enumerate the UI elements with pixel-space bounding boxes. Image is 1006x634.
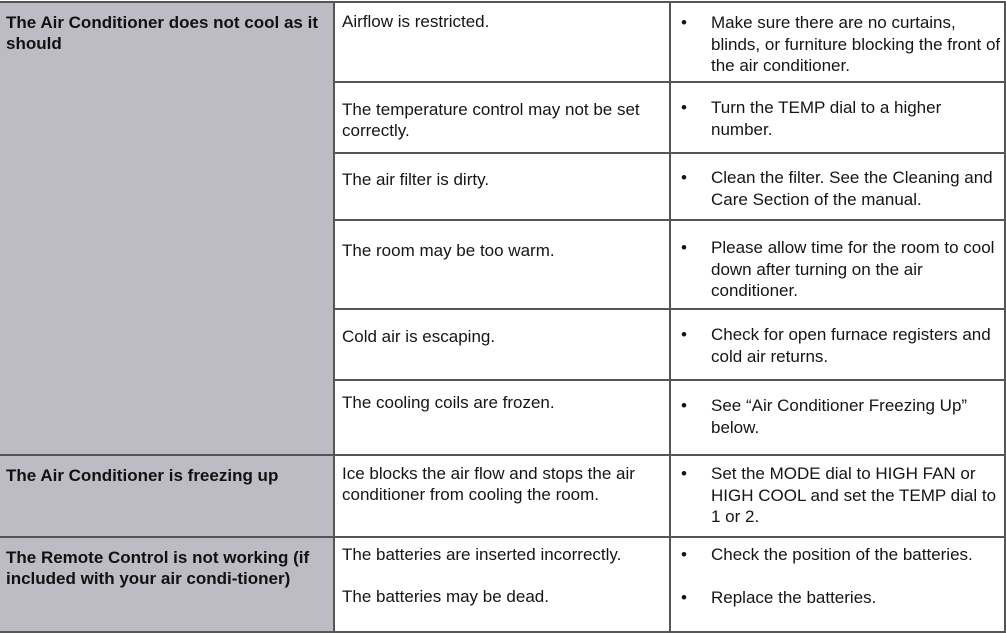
cause-cell bbox=[335, 154, 669, 219]
solution-cell bbox=[671, 221, 1006, 308]
solution-text: Turn the TEMP dial to a higher number. bbox=[711, 98, 942, 139]
bullet-icon: • bbox=[681, 238, 687, 257]
grid-line bbox=[0, 1, 1006, 3]
cause-text: The cooling coils are frozen. bbox=[342, 393, 555, 412]
bullet-icon: • bbox=[681, 545, 687, 564]
solution-item bbox=[679, 587, 1002, 609]
solution-item bbox=[679, 544, 1002, 566]
cause-text: The batteries may be dead. bbox=[342, 587, 549, 606]
problem-cell-not-cooling bbox=[0, 3, 333, 454]
solution-cell bbox=[671, 83, 1006, 152]
problem-text: The Air Conditioner does not cool as it should bbox=[6, 13, 318, 53]
cause-cell bbox=[335, 310, 669, 379]
problem-cell-remote bbox=[0, 538, 333, 631]
solution-item bbox=[679, 97, 1002, 140]
solution-item bbox=[679, 167, 1002, 210]
solution-item bbox=[679, 12, 1002, 77]
bullet-icon: • bbox=[681, 587, 687, 607]
cause-text: Airflow is restricted. bbox=[342, 12, 490, 31]
cause-text: Ice blocks the air flow and stops the air conditioner from cooling the room. bbox=[342, 464, 635, 504]
cause-cell-remote bbox=[335, 538, 669, 631]
grid-line bbox=[669, 1, 671, 633]
solution-item bbox=[679, 237, 1002, 302]
solution-item bbox=[679, 463, 1002, 528]
problem-cell-freezing bbox=[0, 456, 333, 536]
solution-text: Set the MODE dial to HIGH FAN or HIGH COOL and set the TEMP dial to 1 or 2. bbox=[711, 464, 997, 526]
problem-text: The Remote Control is not working (if included with your air condi-tioner) bbox=[6, 548, 310, 588]
cause-cell bbox=[335, 456, 669, 536]
solution-cell bbox=[671, 310, 1006, 379]
bullet-icon: • bbox=[681, 325, 687, 344]
solution-text: Clean the filter. See the Cleaning and Care Section of the manual. bbox=[711, 168, 993, 209]
grid-line bbox=[333, 1, 335, 633]
cause-text: The batteries are inserted incorrectly. bbox=[342, 545, 622, 564]
solution-cell bbox=[671, 3, 1006, 81]
cause-text: Cold air is escaping. bbox=[342, 327, 496, 346]
solution-text: Make sure there are no curtains, blinds, or furniture blocking the front of the air conditioner. bbox=[711, 13, 1001, 75]
bullet-icon: • bbox=[681, 168, 687, 187]
solution-cell-remote bbox=[671, 538, 1006, 631]
cause-text: The room may be too warm. bbox=[342, 241, 555, 260]
solution-item bbox=[679, 324, 1002, 367]
grid-line bbox=[0, 631, 1006, 633]
solution-cell bbox=[671, 154, 1006, 219]
grid-line bbox=[0, 536, 1006, 538]
cause-text: The temperature control may not be set correctly. bbox=[342, 100, 640, 140]
solution-text: Replace the batteries. bbox=[711, 587, 877, 607]
solution-text: Please allow time for the room to cool down after turning on the air conditioner. bbox=[711, 238, 995, 300]
cause-cell bbox=[335, 3, 669, 81]
bullet-icon: • bbox=[681, 396, 687, 415]
solution-item bbox=[679, 395, 1002, 438]
problem-text: The Air Conditioner is freezing up bbox=[6, 466, 279, 485]
bullet-icon: • bbox=[681, 98, 687, 117]
solution-cell bbox=[671, 456, 1006, 536]
solution-text: Check the position of the batteries. bbox=[711, 545, 973, 564]
cause-cell bbox=[335, 83, 669, 152]
solution-cell bbox=[671, 381, 1006, 454]
bullet-icon: • bbox=[681, 13, 687, 32]
cause-text: The air filter is dirty. bbox=[342, 170, 490, 189]
cause-cell bbox=[335, 381, 669, 454]
solution-text: See “Air Conditioner Freezing Up” below. bbox=[711, 396, 968, 437]
grid-line bbox=[0, 454, 1006, 456]
bullet-icon: • bbox=[681, 464, 687, 483]
cause-cell bbox=[335, 221, 669, 308]
solution-text: Check for open furnace registers and cold air returns. bbox=[711, 325, 991, 366]
